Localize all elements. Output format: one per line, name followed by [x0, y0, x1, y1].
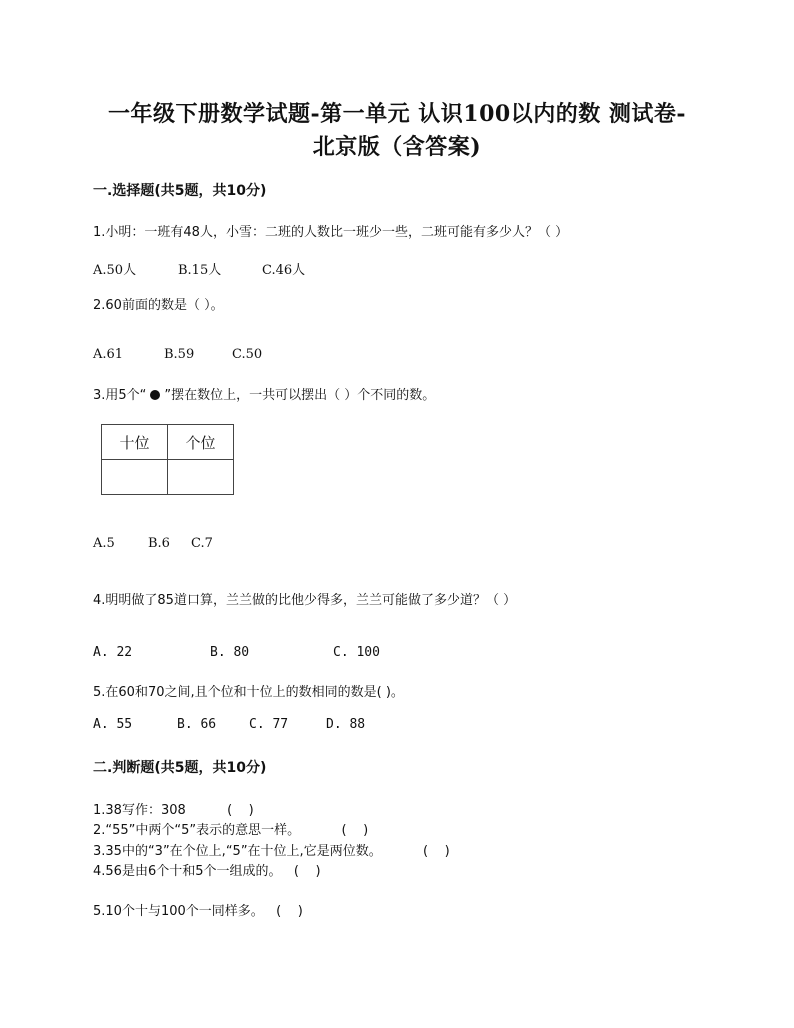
question-3-text: [93, 384, 435, 403]
question-3-text-after: ”摆在数位上，一共可以摆出（ ）个不同的数。: [164, 388, 436, 403]
question-1-option-b: B.15人: [178, 263, 222, 278]
question-2-option-b: B.59: [164, 347, 195, 362]
question-3-text-before: 3.用5个“: [93, 388, 147, 403]
section-1-heading: 一.选择题(共5题，共10分): [93, 183, 267, 199]
question-3-option-c: C.7: [191, 536, 213, 551]
place-value-table: [101, 424, 234, 495]
question-5-option-c: C. 77: [249, 717, 289, 732]
question-2-option-c: C.50: [232, 347, 263, 362]
question-1-text: 1.小明：一班有48人，小雪：二班的人数比一班少一些，二班可能有多少人？（ ）: [93, 225, 569, 240]
question-4-text: 4.明明做了85道口算，兰兰做的比他少得多，兰兰可能做了多少道？（ ）: [93, 593, 517, 608]
question-1-option-c: C.46人: [262, 263, 306, 278]
table-cell-tens: [102, 460, 168, 495]
question-3-option-a: A.5: [93, 536, 115, 551]
judgment-item-5: 5.10个十与100个一同样多。 ( ): [93, 904, 303, 919]
question-4-option-c: C. 100: [333, 645, 380, 660]
question-2-text: 2.60前面的数是（ ）。: [93, 298, 224, 313]
table-header-tens: 十位: [102, 425, 168, 460]
black-dot-icon: [150, 390, 160, 400]
question-5-option-d: D. 88: [326, 717, 366, 732]
question-5-text: 5.在60和70之间,且个位和十位上的数相同的数是( )。: [93, 685, 404, 700]
table-cell-ones: [168, 460, 234, 495]
document-title-line-2: 北京版（含答案): [312, 134, 482, 160]
question-5-option-a: A. 55: [93, 717, 133, 732]
judgment-item-4: 4.56是由6个十和5个一组成的。 ( ): [93, 864, 321, 879]
judgment-item-1: 1.38写作：308 ( ): [93, 803, 254, 818]
table-header-ones: 个位: [168, 425, 234, 460]
question-4-option-a: A. 22: [93, 645, 133, 660]
question-4-option-b: B. 80: [210, 645, 250, 660]
judgment-item-3: 3.35中的“3”在个位上,“5”在十位上,它是两位数。 ( ): [93, 844, 450, 859]
document-title-line-1: 一年级下册数学试题-第一单元 认识100以内的数 测试卷-: [107, 101, 686, 127]
question-5-option-b: B. 66: [177, 717, 217, 732]
question-2-option-a: A.61: [93, 347, 124, 362]
question-1-option-a: A.50人: [93, 263, 137, 278]
judgment-item-2: 2.“55”中两个“5”表示的意思一样。 ( ): [93, 823, 369, 838]
question-3-option-b: B.6: [148, 536, 170, 551]
section-2-heading: 二.判断题(共5题，共10分): [93, 760, 267, 776]
